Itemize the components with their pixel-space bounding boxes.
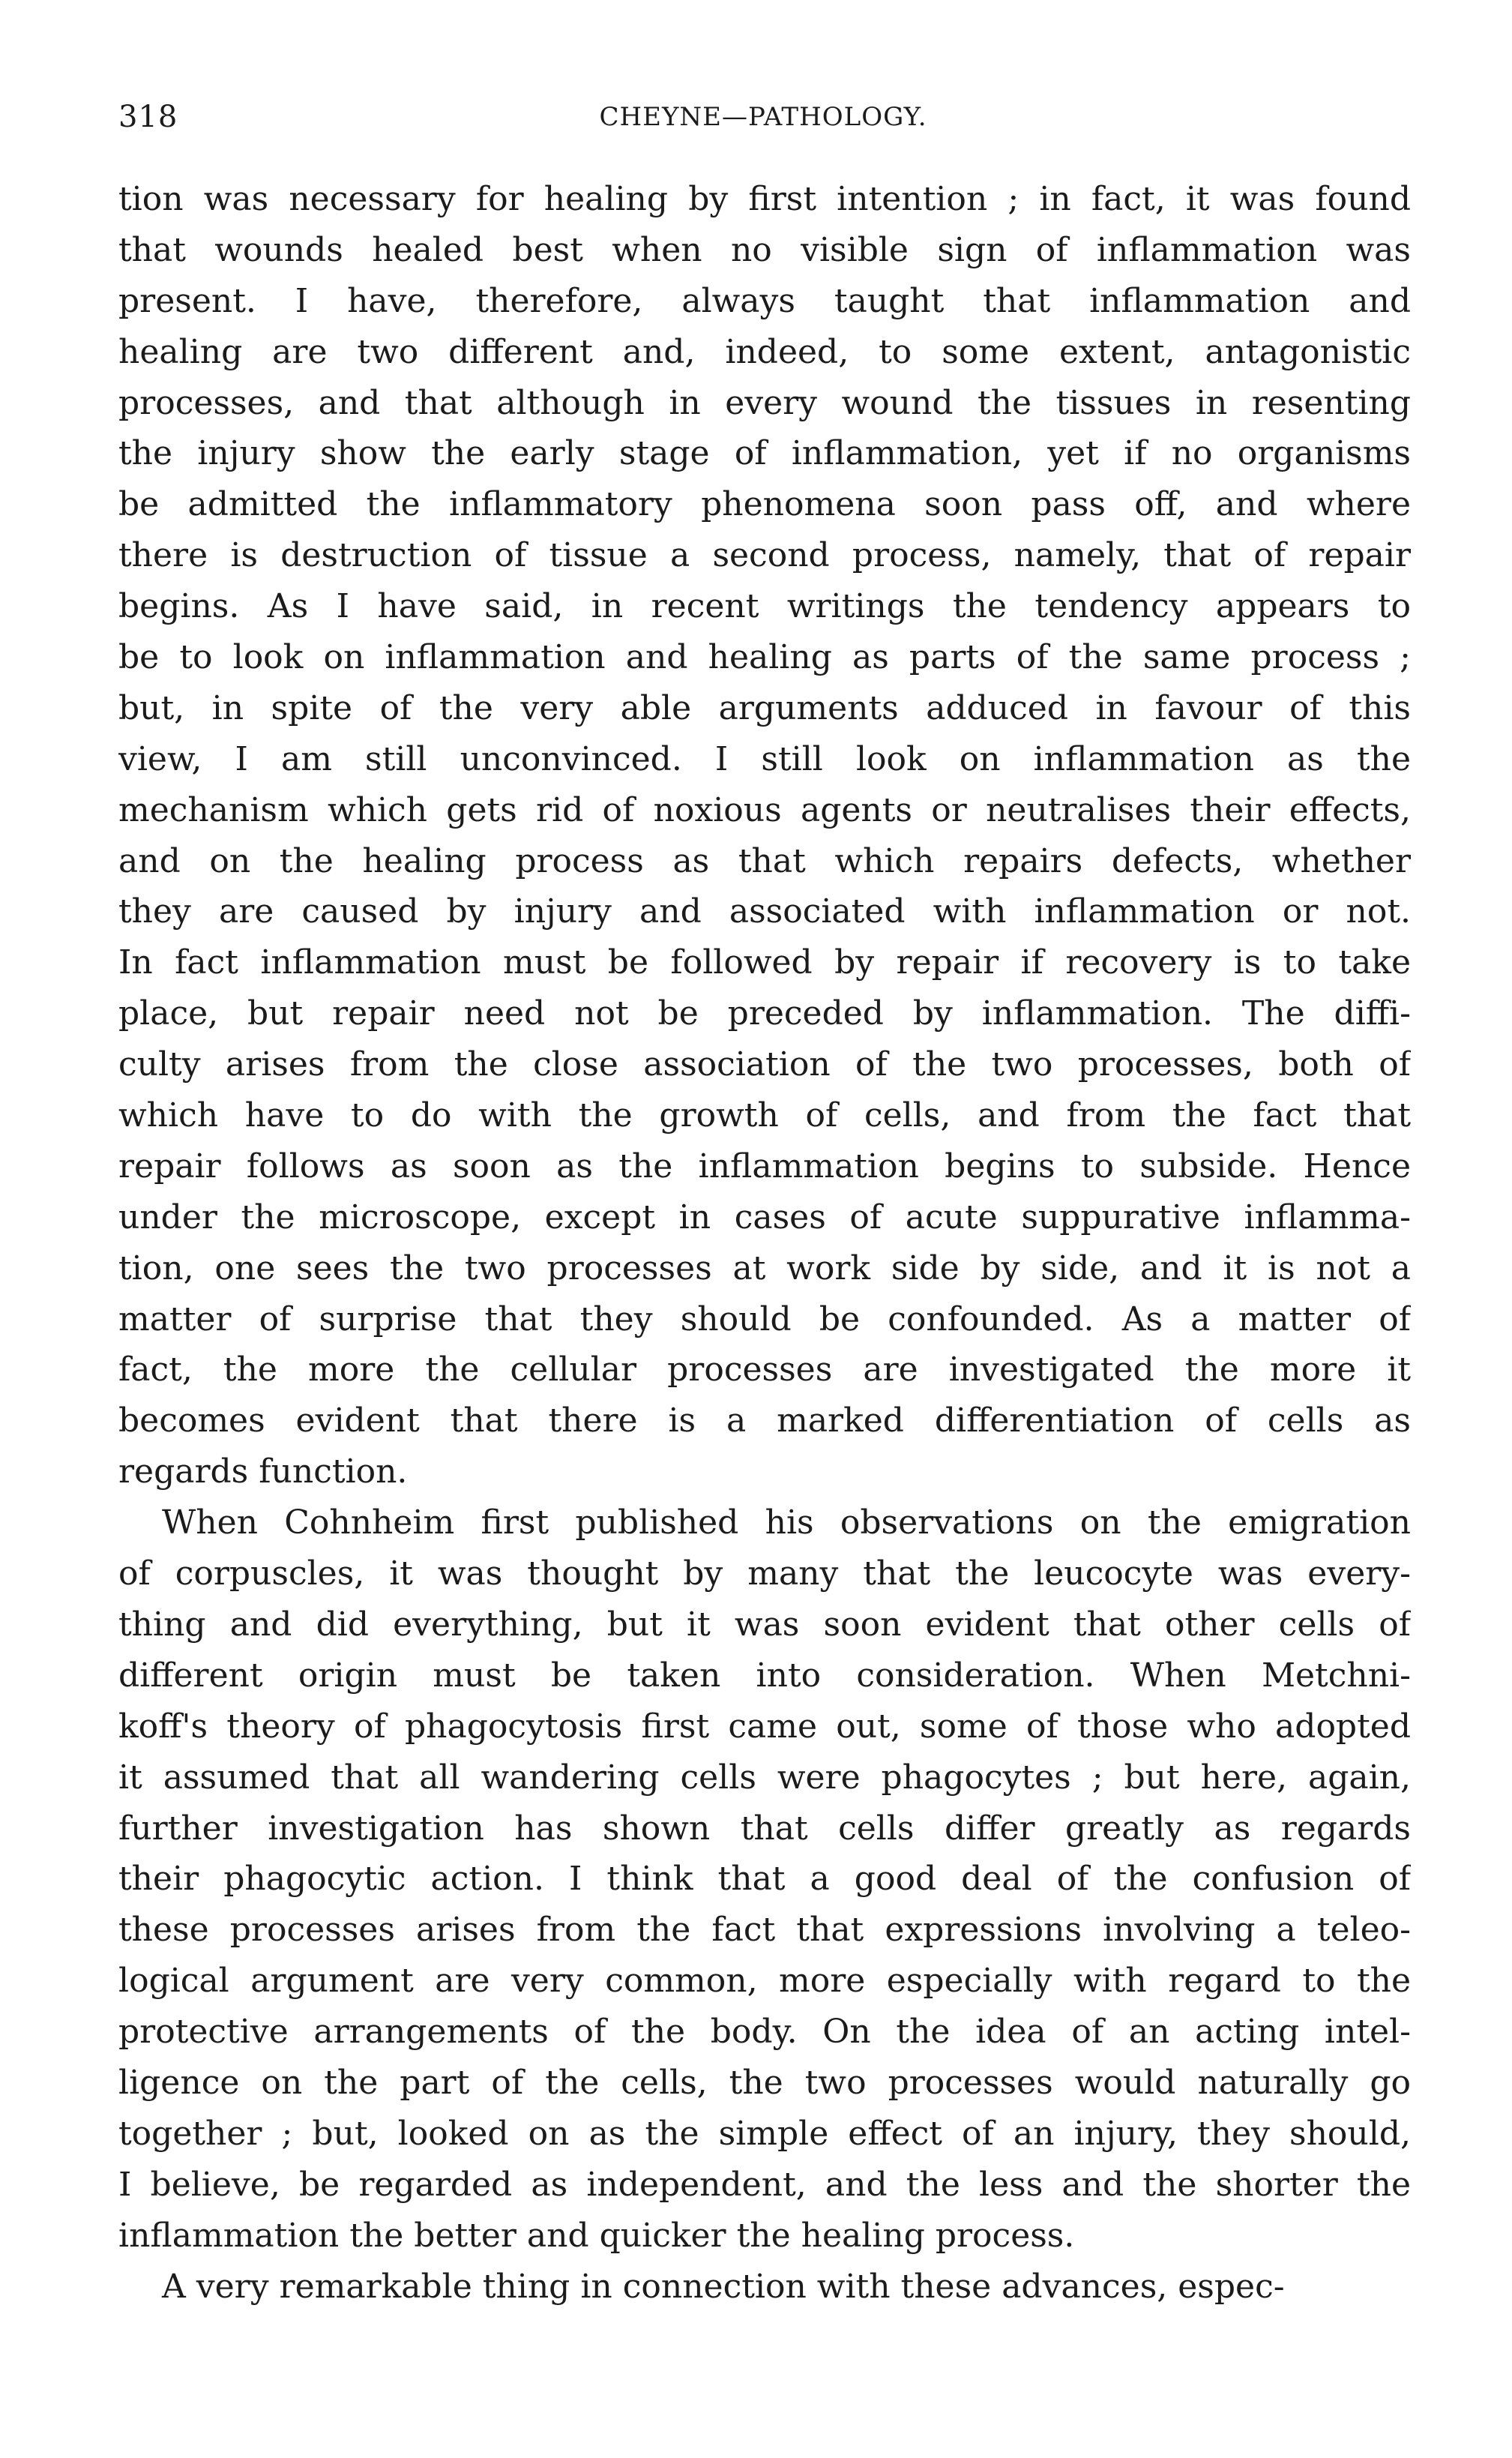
text-line: place, but repair need not be preceded by inflammation. The diffi- <box>118 994 1411 1033</box>
text-line: their phagocytic action. I think that a good deal of the confusion of <box>118 1860 1411 1899</box>
text-line: the injury show the early stage of inflammation, yet if no organisms <box>118 434 1411 473</box>
text-line: matter of surprise that they should be confounded. As a matter of <box>118 1299 1411 1338</box>
text-line: ligence on the part of the cells, the two processes would naturally go <box>118 2063 1411 2102</box>
paragraph <box>118 2262 1411 2313</box>
text-line: logical argument are very common, more especially with regard to the <box>118 1962 1411 2001</box>
text-line: that wounds healed best when no visible sign of inflammation was <box>118 230 1411 269</box>
text-line: and on the healing process as that which repairs defects, whether <box>118 841 1411 880</box>
text-line: together ; but, looked on as the simple effect of an injury, they should, <box>118 2114 1411 2153</box>
text-line: different origin must be taken into consideration. When Metchni- <box>118 1656 1411 1695</box>
running-head <box>118 96 1408 141</box>
text-line: but, in spite of the very able arguments adduced in favour of this <box>118 688 1411 727</box>
text-line: When Cohnheim first published his observations on the emigration <box>162 1503 1411 1542</box>
text-line: culty arises from the close association of the two processes, both of <box>118 1045 1411 1084</box>
text-line: view, I am still unconvinced. I still look on inflammation as the <box>118 739 1411 778</box>
page-number: 318 <box>118 100 178 134</box>
text-line: under the microscope, except in cases of acute suppurative inflamma- <box>118 1198 1411 1236</box>
paragraph <box>118 174 1411 1497</box>
text-line: koff's theory of phagocytosis first came out, some of those who adopted <box>118 1707 1411 1746</box>
text-line: they are caused by injury and associated with inflammation or not. <box>118 892 1411 931</box>
text-line: present. I have, therefore, always taught that inflammation and <box>118 281 1411 320</box>
text-line: there is destruction of tissue a second process, namely, that of repair <box>118 536 1411 575</box>
text-line: thing and did everything, but it was soon evident that other cells of <box>118 1605 1411 1644</box>
text-line: be to look on inflammation and healing as parts of the same process ; <box>118 638 1411 677</box>
text-line: I believe, be regarded as independent, and the less and the shorter the <box>118 2165 1411 2204</box>
text-line: which have to do with the growth of cells, and from the fact that <box>118 1096 1411 1135</box>
text-line: tion, one sees the two processes at work side by side, and it is not a <box>118 1248 1411 1287</box>
text-line: of corpuscles, it was thought by many that the leucocyte was every- <box>118 1554 1411 1593</box>
text-line: repair follows as soon as the inflammation begins to subside. Hence <box>118 1147 1411 1186</box>
running-title: CHEYNE—PATHOLOGY. <box>599 102 927 132</box>
text-line: it assumed that all wandering cells were phagocytes ; but here, again, <box>118 1758 1411 1797</box>
text-line: tion was necessary for healing by first intention ; in fact, it was found <box>118 180 1411 218</box>
text-line: becomes evident that there is a marked differentiation of cells as <box>118 1401 1411 1440</box>
text-line: inflammation the better and quicker the healing process. <box>118 2216 1075 2255</box>
text-line: further investigation has shown that cells differ greatly as regards <box>118 1809 1411 1848</box>
text-line: protective arrangements of the body. On the idea of an acting intel- <box>118 2013 1411 2052</box>
text-line: In fact inflammation must be followed by repair if recovery is to take <box>118 943 1411 982</box>
paragraph <box>118 1497 1411 2261</box>
text-line: fact, the more the cellular processes are investigated the more it <box>118 1350 1411 1389</box>
text-line: be admitted the inflammatory phenomena soon pass off, and where <box>118 485 1411 524</box>
text-line: begins. As I have said, in recent writings the tendency appears to <box>118 587 1411 626</box>
text-line: healing are two different and, indeed, to some extent, antagonistic <box>118 332 1411 371</box>
text-line: regards function. <box>118 1452 408 1491</box>
text-line: A very remarkable thing in connection with these advances, espec- <box>162 2267 1285 2306</box>
body-text <box>118 174 1411 2312</box>
text-line: processes, and that although in every wound the tissues in resenting <box>118 383 1411 422</box>
text-line: mechanism which gets rid of noxious agents or neutralises their effects, <box>118 790 1411 829</box>
text-line: these processes arises from the fact that expressions involving a teleo- <box>118 1911 1411 1950</box>
